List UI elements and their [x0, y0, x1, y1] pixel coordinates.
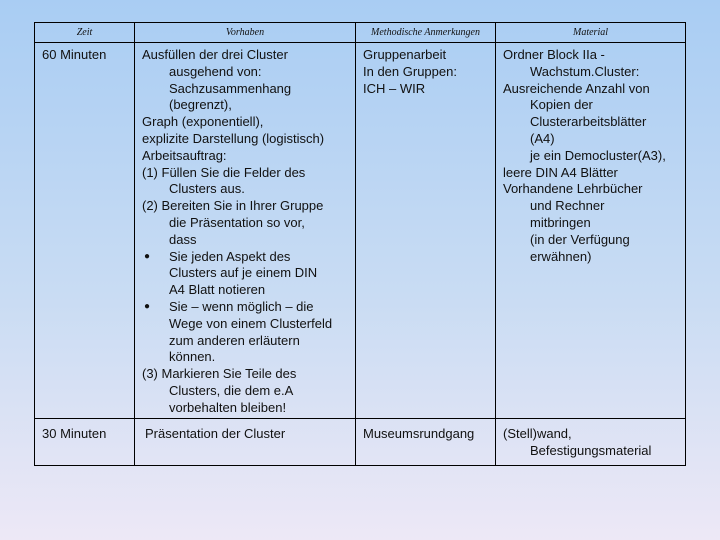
bullet-line: zum anderen erläutern: [169, 332, 300, 348]
vorhaben-line: explizite Darstellung (logistisch): [142, 130, 325, 146]
bullet-item: [142, 249, 349, 299]
zeit-cell: [35, 419, 135, 466]
material-line: Befestigungsmaterial: [530, 442, 652, 458]
material-line: (A4): [530, 130, 555, 146]
methodisch-cell: [356, 419, 496, 466]
header-methodische-anmerkungen: Methodische Anmerkungen: [356, 23, 496, 43]
vorhaben-line: Clusters, die dem e.A: [169, 382, 294, 398]
methodisch-line: ICH – WIR: [363, 80, 426, 96]
bullet-item: [142, 299, 349, 366]
table-row: [35, 419, 686, 466]
vorhaben-line: dass: [169, 231, 197, 247]
vorhaben-cell: [135, 43, 356, 419]
material-line: leere DIN A4 Blätter: [503, 164, 618, 180]
vorhaben-line: (begrenzt),: [169, 97, 232, 113]
vorhaben-line: die Präsentation so vor,: [169, 214, 305, 230]
header-zeit: Zeit: [35, 23, 135, 43]
header-row: [35, 23, 686, 43]
vorhaben-line: Ausfüllen der drei Cluster: [142, 47, 288, 62]
methodisch-cell: [356, 43, 496, 419]
bullet-icon: ●: [144, 300, 151, 312]
bullet-line: Wege von einem Clusterfeld: [169, 315, 333, 331]
vorhaben-line: Präsentation der Cluster: [145, 426, 286, 441]
bullet-line: A4 Blatt notieren: [169, 282, 266, 298]
vorhaben-line: (3) Markieren Sie Teile des: [142, 366, 297, 382]
material-line: mitbringen: [530, 214, 591, 230]
material-line: erwähnen): [530, 248, 592, 264]
table-row: [35, 43, 686, 419]
material-cell: [496, 419, 686, 466]
zeit-cell: [35, 43, 135, 419]
vorhaben-line: Arbeitsauftrag:: [142, 147, 227, 163]
material-line: (Stell)wand,: [503, 426, 572, 441]
vorhaben-line: vorbehalten bleiben!: [169, 399, 287, 415]
vorhaben-line: Graph (exponentiell),: [142, 114, 264, 130]
zeit-value: 30 Minuten: [42, 426, 107, 441]
lesson-plan-table: [34, 22, 686, 466]
bullet-line: Sie – wenn möglich – die: [169, 298, 314, 314]
material-line: Wachstum.Cluster:: [530, 63, 640, 79]
material-line: je ein Democluster(A3),: [530, 147, 666, 163]
methodisch-line: Museumsrundgang: [363, 426, 475, 441]
material-cell: [496, 43, 686, 419]
material-line: Ordner Block IIa -: [503, 47, 605, 62]
vorhaben-line: (2) Bereiten Sie in Ihrer Gruppe: [142, 198, 324, 214]
bullet-line: Sie jeden Aspekt des: [169, 248, 291, 264]
material-line: Ausreichende Anzahl von: [503, 80, 650, 96]
vorhaben-line: ausgehend von:: [169, 63, 262, 79]
material-line: Clusterarbeitsblätter: [530, 114, 647, 130]
header-vorhaben: Vorhaben: [135, 23, 356, 43]
vorhaben-line: (1) Füllen Sie die Felder des: [142, 164, 306, 180]
vorhaben-line: Clusters aus.: [169, 181, 245, 197]
material-line: und Rechner: [530, 198, 605, 214]
methodisch-line: In den Gruppen:: [363, 63, 457, 79]
bullet-line: Clusters auf je einem DIN: [169, 265, 318, 281]
bullet-line: können.: [169, 349, 216, 365]
vorhaben-cell: [135, 419, 356, 466]
header-material: Material: [496, 23, 686, 43]
vorhaben-line: Sachzusammenhang: [169, 80, 292, 96]
methodisch-line: Gruppenarbeit: [363, 47, 447, 62]
material-line: (in der Verfügung: [530, 231, 630, 247]
bullet-icon: ●: [144, 250, 151, 262]
zeit-value: 60 Minuten: [42, 47, 107, 62]
material-line: Vorhandene Lehrbücher: [503, 181, 643, 197]
material-line: Kopien der: [530, 97, 593, 113]
